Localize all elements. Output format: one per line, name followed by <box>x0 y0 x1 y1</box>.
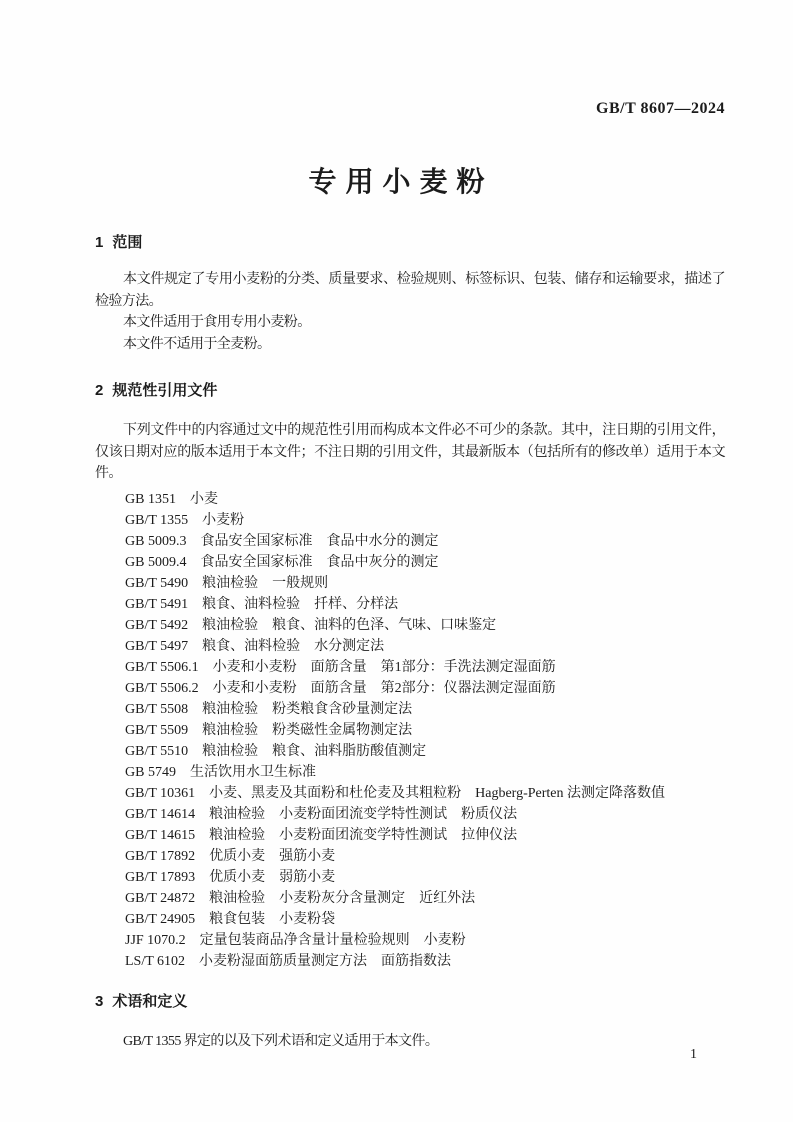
reference-item: JJF 1070.2 定量包装商品净含量计量检验规则 小麦粉 <box>125 932 466 948</box>
document-title: 专用小麦粉 <box>308 166 494 197</box>
paragraph: 本文件不适用于全麦粉。 <box>123 336 271 352</box>
reference-item: GB 5749 生活饮用水卫生标准 <box>125 764 316 780</box>
reference-item: GB/T 5491 粮食、油料检验 扦样、分样法 <box>125 596 399 612</box>
document-body <box>95 225 725 1052</box>
reference-item: GB/T 5506.2 小麦和小麦粉 面筋含量 第2部分：仪器法测定湿面筋 <box>125 680 556 696</box>
page-number: 1 <box>690 1047 697 1062</box>
standard-code: GB/T 8607—2024 <box>596 100 725 117</box>
reference-item: GB 5009.4 食品安全国家标准 食品中灰分的测定 <box>125 554 439 570</box>
reference-item: GB/T 17892 优质小麦 强筋小麦 <box>125 848 336 864</box>
reference-item: GB/T 5510 粮油检验 粮食、油料脂肪酸值测定 <box>125 743 427 759</box>
section-title: 术语和定义 <box>112 992 188 1010</box>
reference-item: GB/T 10361 小麦、黑麦及其面粉和杜伦麦及其粗粒粉 Hagberg-Perten 法测定降落数值 <box>125 785 666 801</box>
reference-item: GB/T 5490 粮油检验 一般规则 <box>125 575 329 591</box>
reference-item: GB/T 1355 小麦粉 <box>125 512 245 528</box>
section-heading-normative-references <box>95 380 725 401</box>
section-number: 3 <box>95 992 104 1010</box>
paragraph: 本文件适用于食用专用小麦粉。 <box>123 315 311 330</box>
section-heading-terms-definitions <box>95 991 725 1012</box>
reference-item: GB 5009.3 食品安全国家标准 食品中水分的测定 <box>125 533 439 549</box>
section-title: 范围 <box>112 234 143 251</box>
reference-item: GB/T 24872 粮油检验 小麦粉灰分含量测定 近红外法 <box>125 890 476 906</box>
section-heading-scope <box>95 232 725 253</box>
reference-item: GB/T 5492 粮油检验 粮食、油料的色泽、气味、口味鉴定 <box>125 617 497 633</box>
reference-item: GB/T 5506.1 小麦和小麦粉 面筋含量 第1部分：手洗法测定湿面筋 <box>125 659 556 675</box>
reference-item: GB/T 5508 粮油检验 粉类粮食含砂量测定法 <box>125 701 413 717</box>
reference-item: GB/T 5497 粮食、油料检验 水分测定法 <box>125 638 385 654</box>
paragraph: 下列文件中的内容通过文中的规范性引用而构成本文件必不可少的条款。其中，注日期的引用文件，仅该日期对应的版本适用于本文件；不注日期的引用文件，其最新版本（包括所有的修改单）适用于本文件。 <box>95 423 725 481</box>
paragraph: 本文件规定了专用小麦粉的分类、质量要求、检验规则、标签标识、包装、储存和运输要求，描述了检验方法。 <box>95 272 725 309</box>
section-number: 1 <box>95 234 104 251</box>
reference-item: GB/T 5509 粮油检验 粉类磁性金属物测定法 <box>125 722 413 738</box>
reference-item: GB/T 24905 粮食包装 小麦粉袋 <box>125 911 336 927</box>
section-title: 规范性引用文件 <box>112 382 218 399</box>
reference-item: GB/T 14615 粮油检验 小麦粉面团流变学特性测试 拉伸仪法 <box>125 827 518 843</box>
reference-item: LS/T 6102 小麦粉湿面筋质量测定方法 面筋指数法 <box>125 953 452 969</box>
reference-item: GB/T 17893 优质小麦 弱筋小麦 <box>125 869 336 885</box>
paragraph: GB/T 1355 界定的以及下列术语和定义适用于本文件。 <box>123 1033 439 1049</box>
section-number: 2 <box>95 382 104 399</box>
reference-item: GB 1351 小麦 <box>125 491 218 507</box>
reference-item: GB/T 14614 粮油检验 小麦粉面团流变学特性测试 粉质仪法 <box>125 806 518 822</box>
reference-list <box>95 489 725 972</box>
